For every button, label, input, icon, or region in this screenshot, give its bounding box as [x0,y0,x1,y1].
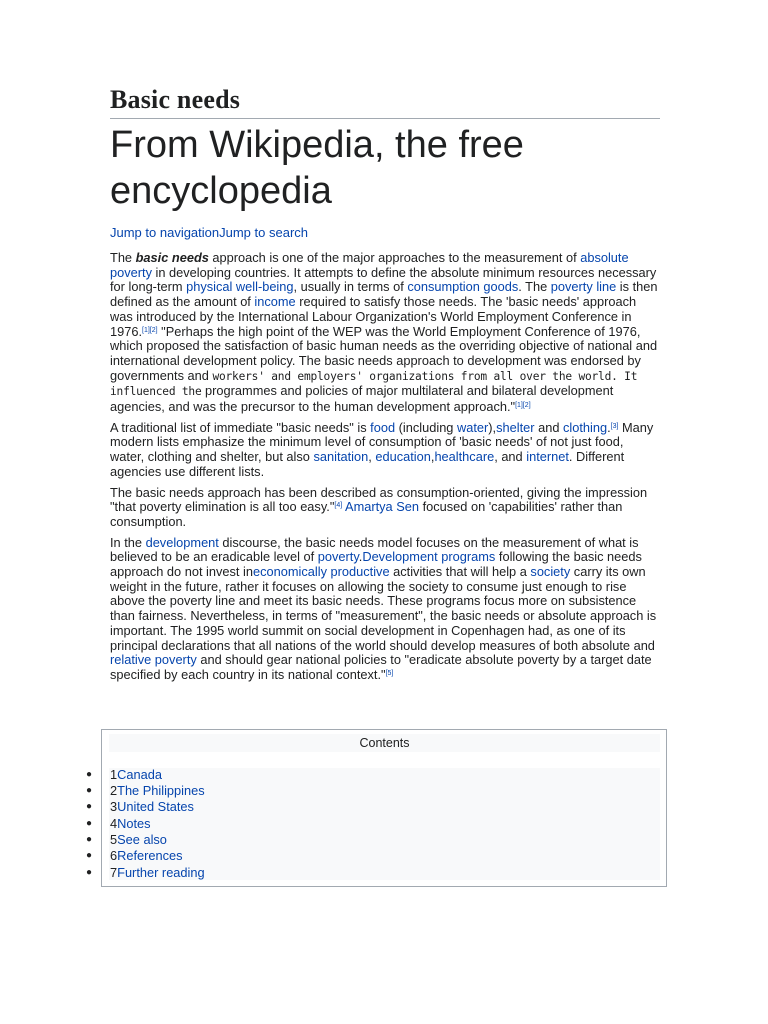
jump-to-navigation-link[interactable]: Jump to navigation [110,225,220,240]
link-society[interactable]: society [530,564,571,580]
citation[interactable]: [1] [515,402,523,410]
bullet: ● [86,834,93,845]
text: , usually in terms of [293,279,408,295]
bullet: ● [86,801,93,812]
citation[interactable]: [1] [142,326,150,334]
bullet: ● [86,769,93,780]
toc-item-philippines[interactable] [110,783,205,799]
bullet: ● [86,867,93,878]
link-development-programs[interactable]: Development programs [362,549,496,565]
toc-link[interactable]: The Philippines [117,783,205,798]
toc-number: 5 [110,832,118,847]
link-internet[interactable]: internet [526,449,569,465]
toc-item-see-also[interactable] [110,832,167,848]
bullet: ● [86,818,93,829]
toc-link[interactable]: Notes [117,816,151,831]
paragraph-intro [110,251,660,415]
toc-number: 6 [110,848,118,863]
link-relative-poverty[interactable]: relative poverty [110,652,197,668]
link-food[interactable]: food [370,419,396,435]
text: (including [395,419,457,435]
text: "Perhaps the high point of the WEP was the World Employment Conference of 1976, which proposed the satisfaction of basic human needs as the overriding objective of national and international development policy. The basic needs approach to development was endorsed by governments and [110,323,658,383]
jump-links [110,225,308,241]
text: and should gear national policies to "eradicate absolute poverty by a target date specified by each country in its national context." [110,652,652,682]
link-physical-well-being[interactable]: physical well-being [186,279,294,295]
text: . The [518,279,551,295]
toc-number: 1 [110,767,118,782]
citation[interactable]: [2] [149,326,158,334]
toc-item-further-reading[interactable] [110,865,205,881]
toc-link[interactable]: References [117,848,183,863]
text: workers' and employers' organizations from all over the world. It influenced the [110,369,638,399]
text: . Different agencies use different lists. [110,449,625,479]
text: activities that will help a [389,564,531,580]
link-poverty[interactable]: poverty [317,549,359,565]
text: , [430,449,435,465]
text: . [607,419,611,435]
text: focused on 'capabilities' rather than consumption. [110,499,623,529]
text: The [110,250,136,265]
site-subtitle: From Wikipedia, the free encyclopedia [110,124,524,212]
citation[interactable]: [4] [334,502,343,510]
link-poverty-line[interactable]: poverty line [550,279,617,295]
toc-link[interactable]: Canada [117,767,162,782]
bullet: ● [86,850,93,861]
link-water[interactable]: water [456,419,489,435]
link-income[interactable]: income [254,294,296,310]
page-title: Basic needs [110,85,241,114]
toc-link[interactable]: Further reading [117,865,205,880]
toc-heading: Contents [109,734,660,752]
text: carry its own weight in the future, rather it focuses on allowing the society to consume just enough to rise above the poverty line and meet its basic needs. These programs focus more on subsistence than fairness. Nevertheless, in terms of "measurement", the basic needs or absolute approach is important. The 1995 world summit on social development in Copenhagen had, as one of its principal declarations that all nations of the world should develop measures of both absolute and [110,564,657,653]
toc-number: 7 [110,865,118,880]
citation[interactable]: [2] [522,402,531,410]
toc-number: 3 [110,799,118,814]
text: in developing countries. It attempts to define the absolute minimum resources necessary for long-term [110,264,657,295]
link-clothing[interactable]: clothing [563,419,608,435]
text: A traditional list of immediate "basic needs" is [110,419,371,435]
toc-number: 2 [110,783,118,798]
link-economically-productive[interactable]: economically productive [253,564,390,580]
paragraph-criticism [110,486,660,530]
text: and [534,419,563,435]
text: The basic needs approach has been described as consumption-oriented, giving the impression "that poverty elimination is all too easy." [110,484,648,515]
toc-item-united-states[interactable] [110,799,194,815]
citation[interactable]: [5] [385,669,394,677]
text: Many modern lists emphasize the minimum level of consumption of 'basic needs' of not just food, water, clothing and shelter, but also [110,419,654,465]
toc-item-references[interactable] [110,848,183,864]
text: , and [494,449,527,465]
link-sanitation[interactable]: sanitation [313,449,369,465]
paragraph-basic-needs-list [110,421,660,480]
text: programmes and policies of major multilateral and bilateral development agencies, and was the precursor to the human development approach." [110,383,614,415]
article-body [110,251,660,689]
citation[interactable]: [3] [610,422,619,430]
link-education[interactable]: education [375,449,431,465]
link-absolute-poverty[interactable]: absolute poverty [110,250,629,280]
text: required to satisfy those needs. The 'basic needs' approach was introduced by the International Labour Organization's World Employment Conference in 1976. [110,294,637,339]
toc-link[interactable]: See also [117,832,167,847]
text: . [358,549,363,565]
text: following the basic needs approach do not invest in [110,549,642,580]
title-divider [110,118,660,119]
text: approach is one of the major approaches to the measurement of [208,250,581,265]
link-shelter[interactable]: shelter [496,419,535,435]
toc-item-notes[interactable] [110,816,151,832]
bullet: ● [86,785,93,796]
jump-to-search-link[interactable]: Jump to search [219,225,308,240]
paragraph-development [110,536,660,683]
link-consumption-goods[interactable]: consumption goods [407,279,519,295]
text: is then defined as the amount of [110,279,658,310]
text: ), [488,419,497,435]
text: In the [110,534,146,550]
toc-number: 4 [110,816,118,831]
link-amartya-sen[interactable]: Amartya Sen [345,499,420,515]
link-development[interactable]: development [145,534,219,550]
text: discourse, the basic needs model focuses on the measurement of what is believed to be an eradicable level of [110,534,639,565]
bold-term: basic needs [135,250,209,265]
text: , [368,449,376,465]
toc-item-canada[interactable] [110,767,162,783]
toc-link[interactable]: United States [117,799,194,814]
link-healthcare[interactable]: healthcare [434,449,495,465]
